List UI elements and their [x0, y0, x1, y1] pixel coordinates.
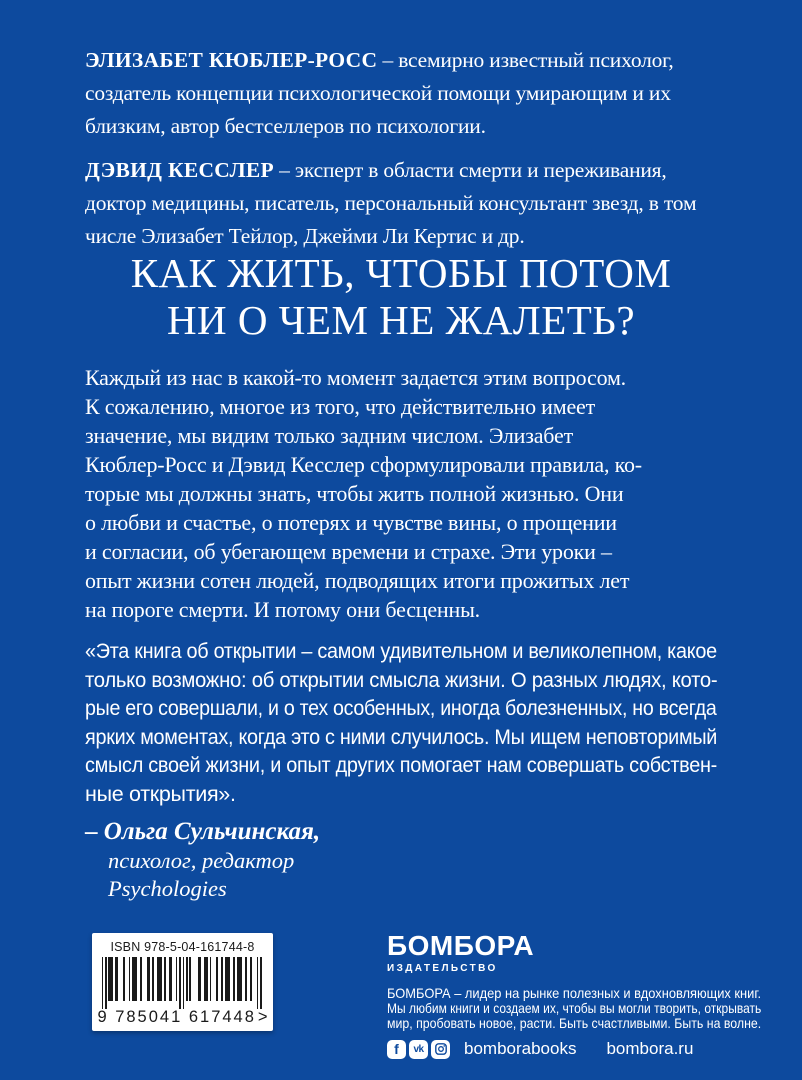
social-handle: bomborabooks — [464, 1039, 577, 1059]
annotation-line: Кюблер-Росс и Дэвид Кесслер сформулировали правила, ко- — [85, 452, 642, 477]
isbn-number: ISBN 978-5-04-161744-8 — [110, 940, 255, 954]
bio-line: числе Элизабет Тейлор, Джейми Ли Кертис и др. — [85, 224, 525, 248]
bio-line: близким, автор бестселлеров по психологии. — [85, 114, 486, 138]
review-quote — [85, 637, 717, 808]
quote-attribution — [85, 818, 505, 904]
barcode-bars — [102, 957, 264, 1001]
reviewer-name: Ольга Сульчинская, — [103, 818, 321, 845]
annotation-line: на пороге смерти. И потому они бесценны. — [85, 597, 480, 622]
annotation-line: торые мы должны знать, чтобы жить полной жизнью. Они — [85, 481, 624, 506]
book-title — [0, 250, 802, 344]
annotation-line: о любви и счастье, о потерях и чувстве вины, о прощении — [85, 510, 617, 535]
facebook-icon: f — [387, 1040, 406, 1059]
instagram-icon — [431, 1040, 450, 1059]
social-row — [387, 1039, 767, 1059]
bio-line — [85, 44, 717, 77]
title-line: НИ О ЧЕМ НЕ ЖАЛЕТЬ? — [166, 297, 636, 343]
isbn-barcode-box — [92, 933, 273, 1031]
title-line: КАК ЖИТЬ, ЧТОБЫ ПОТОМ — [130, 250, 672, 296]
website-url: bombora.ru — [606, 1039, 694, 1059]
bio-text: – всемирно известный психолог, — [382, 48, 674, 72]
bio-line — [85, 154, 717, 187]
publisher-block — [387, 931, 767, 1059]
attribution-dash: – — [85, 818, 98, 845]
quote-line: смысл своей жизни, и опыт других помогает нам совершать собствен- — [85, 753, 718, 777]
quote-line: ярких моментах, когда это с ними случилось. Мы ищем неповторимый — [85, 724, 718, 749]
publisher-description-line: мир, пробовать новое, расти. Быть счастливыми. Быть на волне. — [387, 1014, 762, 1031]
author-name: ДЭВИД КЕССЛЕР — [85, 158, 274, 182]
quote-line: только возможно: об открытии смысла жизни. О разных людях, кото- — [85, 667, 718, 692]
annotation-line: опыт жизни сотен людей, подводящих итоги прожитых лет — [85, 568, 630, 593]
bio-line: доктор медицины, писатель, персональный консультант звезд, в том — [85, 191, 697, 215]
quote-line: рые его совершали, и о тех особенных, иногда болезненных, но всегда — [85, 696, 717, 720]
author-bio-kessler — [85, 154, 717, 253]
publisher-tagline: ИЗДАТЕЛЬСТВО — [387, 963, 498, 974]
annotation-line: и согласии, об убегающем времени и страхе. Эти уроки – — [85, 539, 612, 564]
author-bio-kubler-ross — [85, 44, 717, 143]
publisher-logo: БОМБОРА — [387, 930, 535, 961]
barcode-digits — [92, 1008, 273, 1027]
annotation-line: Каждый из нас в какой-то момент задается этим вопросом. — [85, 365, 626, 390]
barcode-quiet-zone-arrow: > — [257, 1008, 268, 1026]
quote-line: «Эта книга об открытии – самом удивительном и великолепном, какое — [85, 639, 717, 663]
quote-line: ные открытия». — [85, 781, 236, 806]
annotation-paragraph — [85, 363, 717, 624]
annotation-line: К сожалению, многое из того, что действительно имеет — [85, 394, 596, 419]
bio-text: – эксперт в области смерти и переживания, — [279, 158, 667, 182]
author-name: ЭЛИЗАБЕТ КЮБЛЕР-РОСС — [85, 48, 378, 72]
reviewer-name-line — [85, 818, 505, 847]
annotation-line: значение, мы видим только задним числом. Элизабет — [85, 423, 573, 448]
reviewer-role: психолог, редактор — [108, 847, 295, 873]
reviewer-magazine: Psychologies — [108, 876, 227, 901]
barcode-digit-string: 9 785041 617448 — [97, 1008, 256, 1026]
publisher-description-line: Мы любим книги и создаем их, чтобы вы могли творить, открывать — [387, 999, 762, 1016]
publisher-description-line: БОМБОРА – лидер на рынке полезных и вдохновляющих книг. — [387, 985, 762, 1001]
bio-line: создатель концепции психологической помощи умирающим и их — [85, 81, 671, 105]
vk-icon: vk — [409, 1040, 428, 1059]
